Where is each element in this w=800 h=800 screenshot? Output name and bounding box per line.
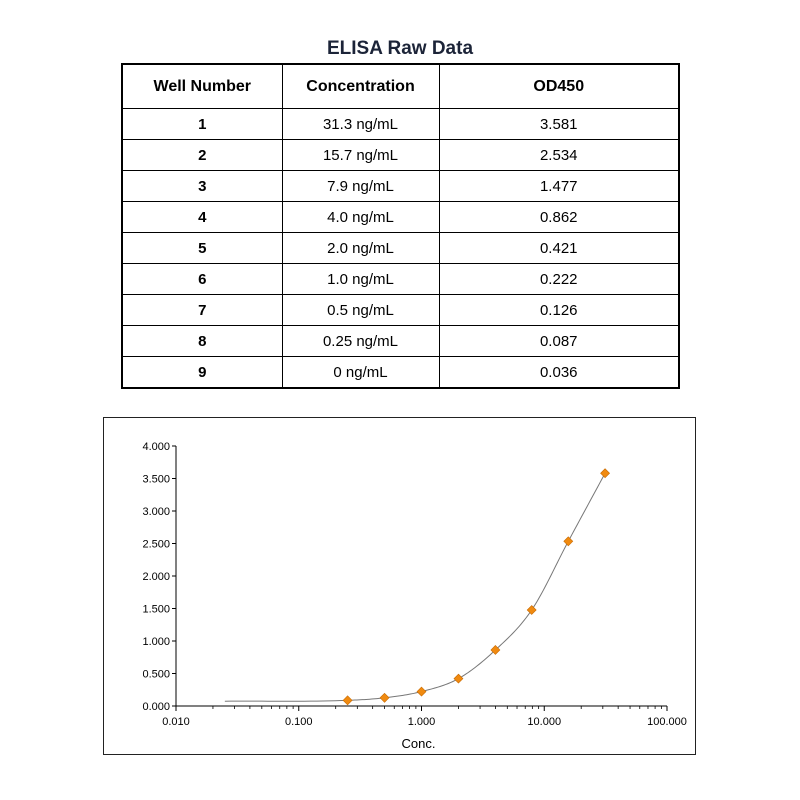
cell-concentration: 2.0 ng/mL: [282, 233, 439, 264]
chart-frame: [103, 417, 696, 755]
cell-od450: 0.421: [439, 233, 679, 264]
cell-concentration: 31.3 ng/mL: [282, 109, 439, 140]
y-tick-label: 0.500: [142, 668, 170, 681]
raw-data-table: [121, 63, 680, 389]
header-well-number: Well Number: [122, 64, 282, 109]
header-concentration: Concentration: [282, 64, 439, 109]
table-row: [122, 264, 679, 295]
table-header-row: [122, 64, 679, 109]
y-tick-label: 2.000: [142, 571, 170, 583]
cell-concentration: 0.25 ng/mL: [282, 326, 439, 357]
cell-well-number: 1: [122, 109, 282, 140]
cell-concentration: 1.0 ng/mL: [282, 264, 439, 295]
data-point: [380, 693, 389, 702]
cell-od450: 2.534: [439, 140, 679, 171]
data-point: [601, 469, 610, 478]
labels-layer: [142, 441, 686, 751]
table-title: ELISA Raw Data: [326, 38, 474, 59]
cell-od450: 3.581: [439, 109, 679, 140]
curve-layer: [225, 473, 605, 701]
table-row: [122, 109, 679, 140]
x-tick-label: 1.000: [407, 716, 436, 728]
data-point: [527, 605, 536, 614]
cell-well-number: 8: [122, 326, 282, 357]
cell-well-number: 5: [122, 233, 282, 264]
table-row: [122, 171, 679, 202]
data-point: [343, 696, 352, 705]
table-row: [122, 233, 679, 264]
table-row: [122, 295, 679, 326]
y-tick-label: 0.000: [142, 701, 170, 713]
x-tick-label: 0.010: [162, 716, 190, 728]
cell-concentration: 7.9 ng/mL: [282, 171, 439, 202]
table-body: [122, 109, 679, 389]
chart-axes: [172, 446, 667, 711]
y-tick-label: 4.000: [142, 441, 170, 453]
y-tick-label: 1.500: [142, 603, 170, 616]
x-axis-title: Conc.: [401, 736, 436, 751]
cell-well-number: 6: [122, 264, 282, 295]
x-tick-label: 0.100: [284, 716, 313, 728]
x-tick-label: 10.000: [527, 716, 562, 728]
y-tick-label: 3.500: [142, 473, 170, 486]
cell-concentration: 0.5 ng/mL: [282, 295, 439, 326]
data-point: [417, 687, 426, 696]
cell-od450: 1.477: [439, 171, 679, 202]
y-tick-label: 3.000: [142, 506, 170, 518]
cell-well-number: 9: [122, 357, 282, 389]
cell-concentration: 15.7 ng/mL: [282, 140, 439, 171]
cell-od450: 0.087: [439, 326, 679, 357]
data-point: [564, 537, 573, 546]
header-od450: OD450: [439, 64, 679, 109]
cell-well-number: 2: [122, 140, 282, 171]
y-tick-label: 2.500: [142, 538, 170, 551]
cell-od450: 0.862: [439, 202, 679, 233]
cell-well-number: 7: [122, 295, 282, 326]
table-row: [122, 140, 679, 171]
table-row: [122, 202, 679, 233]
data-point: [454, 674, 463, 683]
y-tick-label: 1.000: [142, 636, 170, 648]
cell-well-number: 3: [122, 171, 282, 202]
points-layer: [343, 469, 609, 705]
standard-curve-chart: [104, 418, 695, 754]
fit-curve: [225, 473, 605, 701]
x-tick-label: 100.000: [647, 716, 687, 728]
table-row: [122, 326, 679, 357]
cell-od450: 0.222: [439, 264, 679, 295]
table-row: [122, 357, 679, 389]
cell-od450: 0.126: [439, 295, 679, 326]
cell-concentration: 0 ng/mL: [282, 357, 439, 389]
cell-well-number: 4: [122, 202, 282, 233]
cell-od450: 0.036: [439, 357, 679, 389]
cell-concentration: 4.0 ng/mL: [282, 202, 439, 233]
